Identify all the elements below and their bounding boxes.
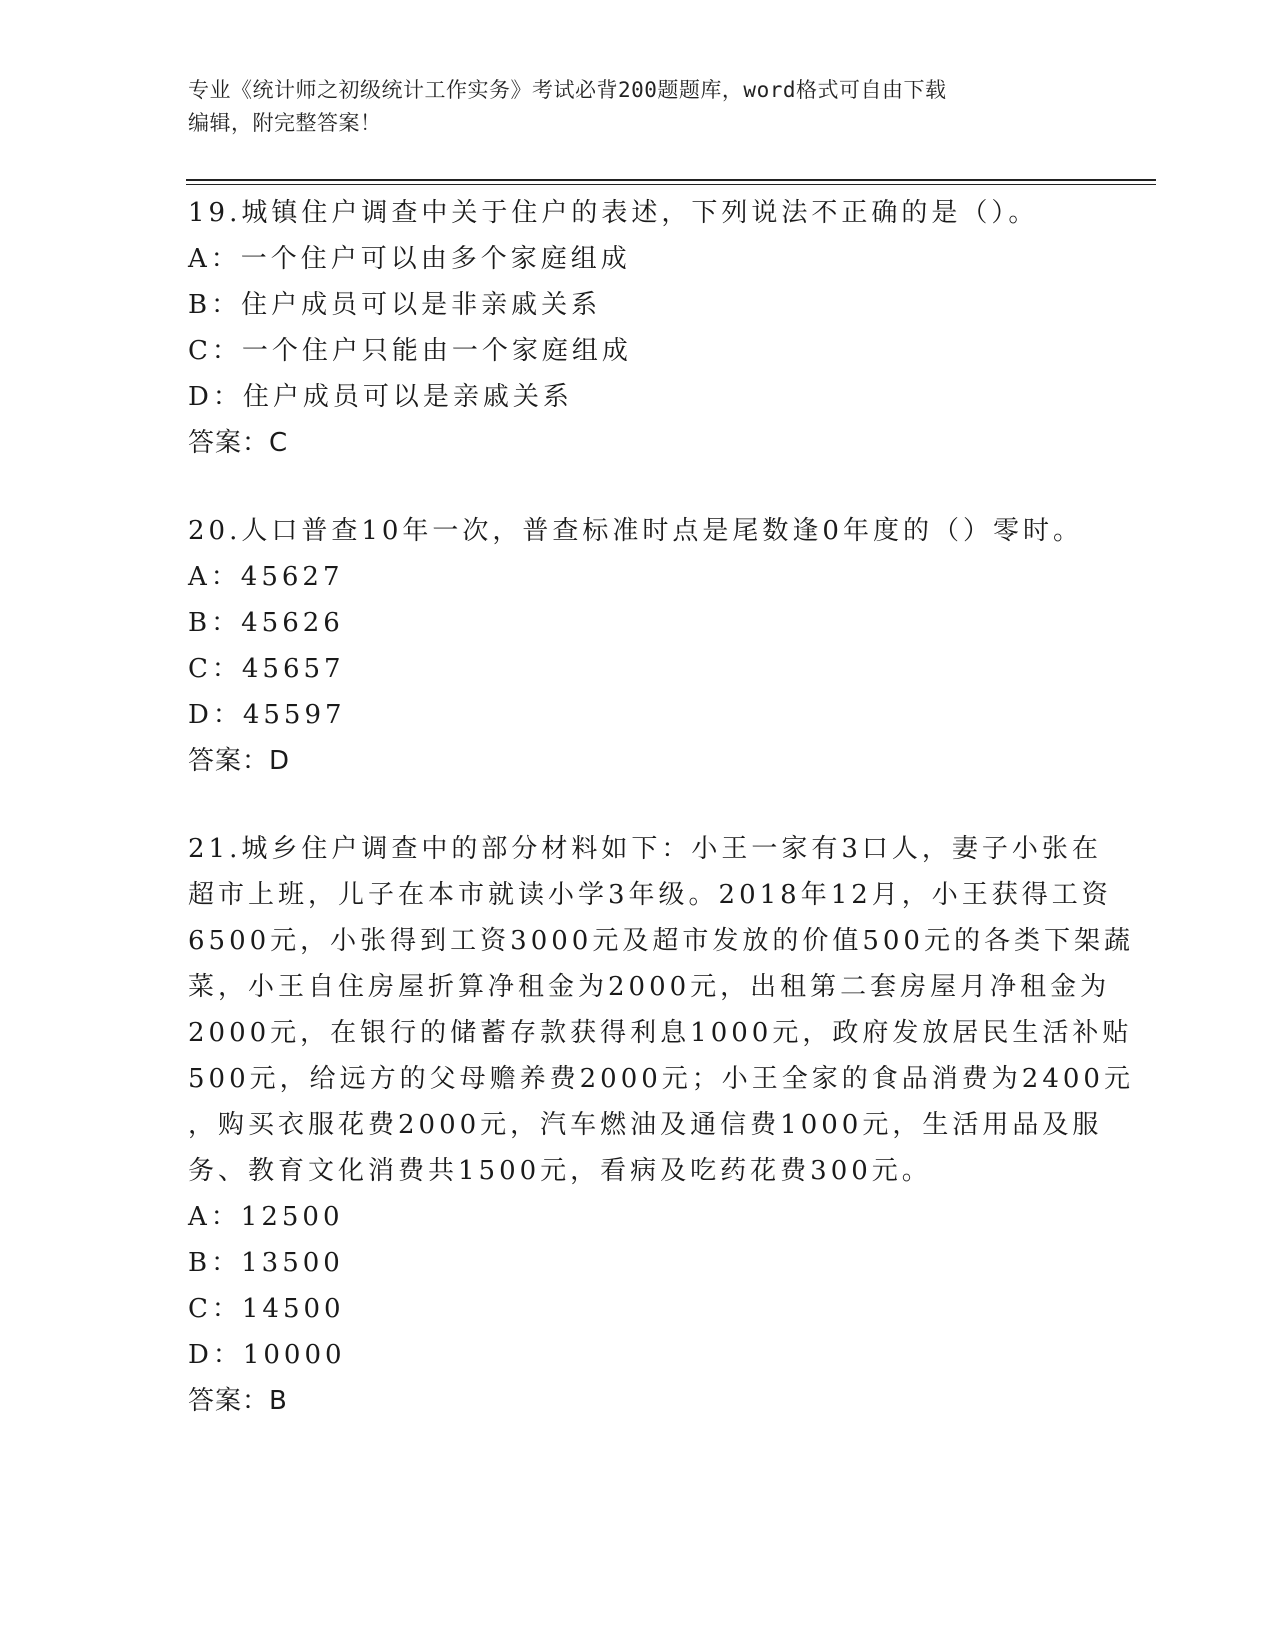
document-header <box>188 74 1068 140</box>
option-a: A：45627 <box>188 562 344 592</box>
option-d: D：45597 <box>188 700 346 730</box>
header-line-1: 专业《统计师之初级统计工作实务》考试必背200题题库，word格式可自由下载 <box>188 78 947 102</box>
header-divider-top <box>186 179 1156 181</box>
question-stem-line: 务、教育文化消费共1500元，看病及吃药花费300元。 <box>188 1156 932 1186</box>
option-b: B：45626 <box>188 608 344 638</box>
option-c: C：一个住户只能由一个家庭组成 <box>188 336 632 366</box>
option-b: B：住户成员可以是非亲戚关系 <box>188 290 602 320</box>
question-stem-line: 超市上班，儿子在本市就读小学3年级。2018年12月，小王获得工资 <box>188 880 1112 910</box>
question-21 <box>188 826 1134 1424</box>
option-b: B：13500 <box>188 1248 344 1278</box>
question-stem-line: 21.城乡住户调查中的部分材料如下：小王一家有3口人，妻子小张在 <box>188 834 1102 864</box>
option-d: D：10000 <box>188 1340 346 1370</box>
question-stem: 20.人口普查10年一次，普查标准时点是尾数逢0年度的（）零时。 <box>188 516 1083 546</box>
option-c: C：14500 <box>188 1294 345 1324</box>
question-stem-line: 500元，给远方的父母赡养费2000元；小王全家的食品消费为2400元 <box>188 1064 1134 1094</box>
question-20 <box>188 508 1088 784</box>
spacer <box>188 466 1088 508</box>
option-c: C：45657 <box>188 654 345 684</box>
question-stem-line: 2000元，在银行的储蓄存款获得利息1000元，政府发放居民生活补贴 <box>188 1018 1133 1048</box>
question-list <box>188 190 1134 1424</box>
header-line-2: 编辑，附完整答案！ <box>188 111 382 135</box>
question-stem: 19.城镇住户调查中关于住户的表述，下列说法不正确的是（）。 <box>188 198 1039 228</box>
answer-label: 答案：B <box>188 1386 288 1416</box>
answer-label: 答案：C <box>188 428 289 458</box>
question-19 <box>188 190 1088 466</box>
option-d: D：住户成员可以是亲戚关系 <box>188 382 573 412</box>
spacer <box>188 784 1088 826</box>
question-stem-line: 6500元，小张得到工资3000元及超市发放的价值500元的各类下架蔬 <box>188 926 1134 956</box>
option-a: A：一个住户可以由多个家庭组成 <box>188 244 631 274</box>
question-stem-line: 菜，小王自住房屋折算净租金为2000元，出租第二套房屋月净租金为 <box>188 972 1111 1002</box>
question-stem-line: ，购买衣服花费2000元，汽车燃油及通信费1000元，生活用品及服 <box>188 1110 1103 1140</box>
header-divider-bottom <box>186 184 1156 185</box>
answer-label: 答案：D <box>188 746 291 776</box>
option-a: A：12500 <box>188 1202 344 1232</box>
